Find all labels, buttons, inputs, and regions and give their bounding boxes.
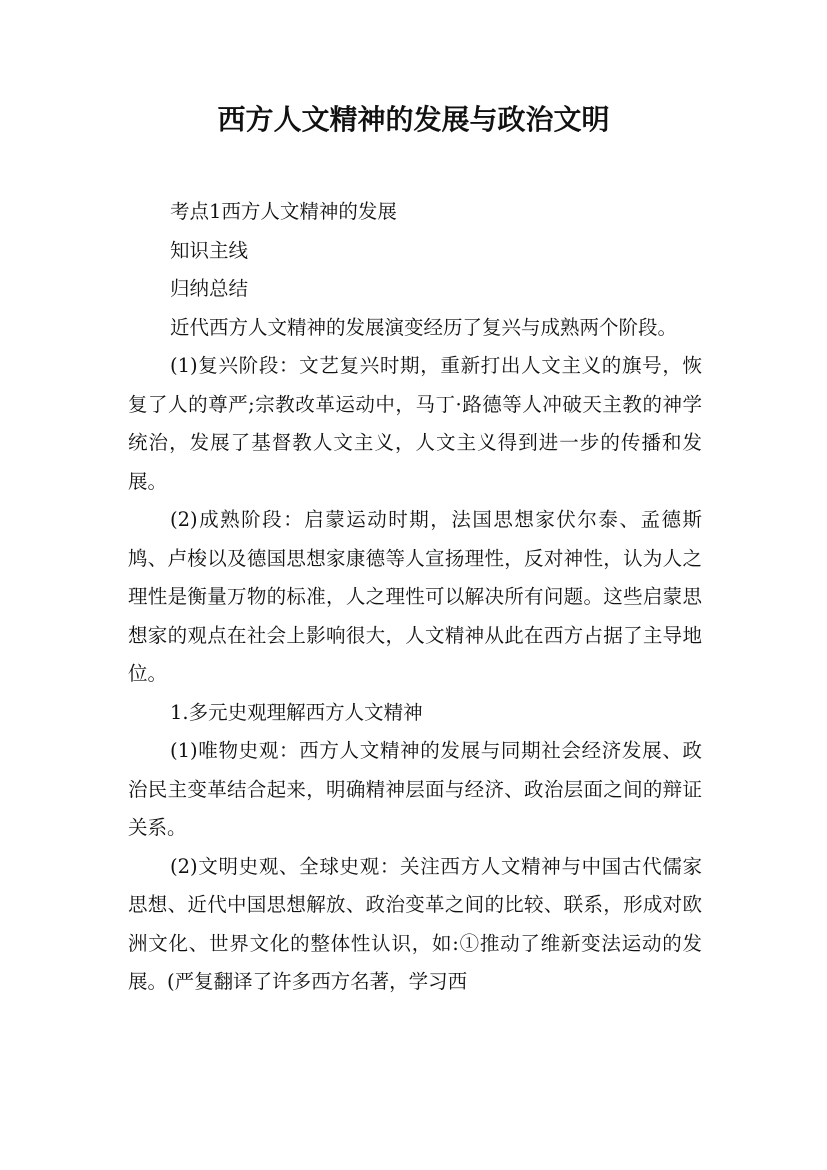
paragraph-intro: 近代西方人文精神的发展演变经历了复兴与成熟两个阶段。 bbox=[170, 315, 678, 339]
subheading-knowledge-line: 知识主线 bbox=[170, 238, 249, 262]
paragraph-mature-stage: (2)成熟阶段：启蒙运动时期，法国思想家伏尔泰、孟德斯鸠、卢梭以及德国思想家康德等人宣扬理性，反对神性，认为人之理性是衡量万物的标准，人之理性可以解决所有问题。这些启蒙思想家的观点在社会上影响很大，人文精神从此在西方占据了主导地位。 bbox=[128, 508, 702, 685]
paragraph-revival-stage: (1)复兴阶段：文艺复兴时期，重新打出人文主义的旗号，恢复了人的尊严;宗教改革运动中，马丁·路德等人冲破天主教的神学统治，发展了基督教人文主义，人文主义得到进一步的传播和发展。 bbox=[128, 354, 702, 493]
section-heading: 考点1西方人文精神的发展 bbox=[170, 200, 397, 223]
document-title: 西方人文精神的发展与政治文明 bbox=[217, 103, 610, 136]
paragraph-civilization-view: (2)文明史观、全球史观：关注西方人文精神与中国古代儒家思想、近代中国思想解放、政治变革之间的比较、联系，形成对欧洲文化、世界文化的整体性认识，如:①推动了维新变法运动的发展。(严复翻译了许多西方名著，学习西 bbox=[128, 854, 702, 993]
subheading-summary: 归纳总结 bbox=[170, 277, 249, 300]
subheading-multiple-views: 1.多元史观理解西方人文精神 bbox=[170, 700, 423, 724]
document-body bbox=[128, 193, 702, 1002]
paragraph-materialist-view: (1)唯物史观：西方人文精神的发展与同期社会经济发展、政治民主变革结合起来，明确精神层面与经济、政治层面之间的辩证关系。 bbox=[128, 739, 702, 839]
